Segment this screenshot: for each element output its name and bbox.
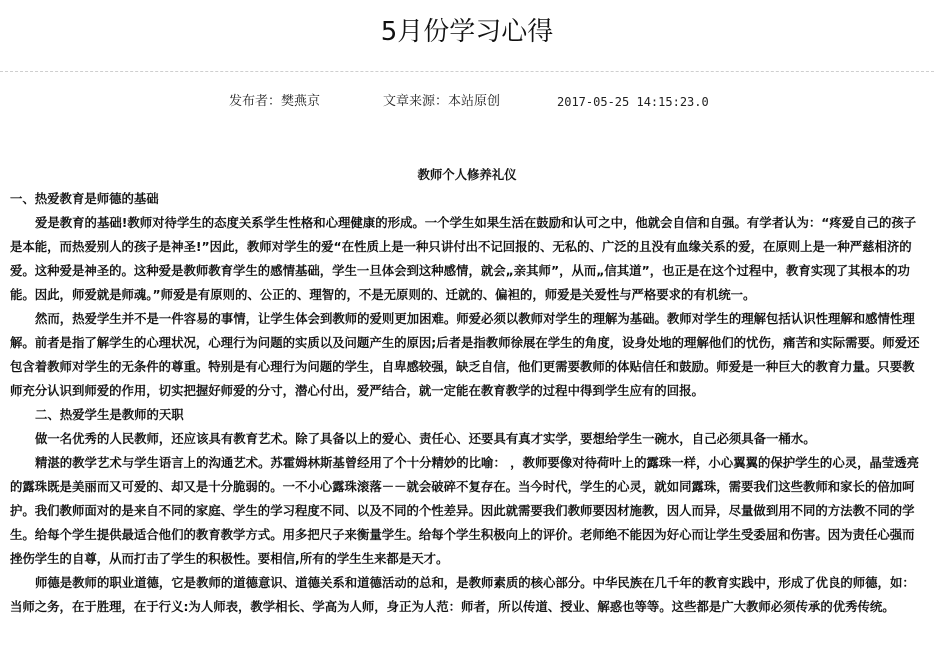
article-body	[10, 163, 924, 619]
paragraph-4: 精湛的教学艺术与学生语言上的沟通艺术。苏霍姆林斯基曾经用了个十分精妙的比喻： ，教师要像对待荷叶上的露珠一样，小心翼翼的保护学生的心灵，晶莹透亮的露珠既是美丽而又可爱的、却又是十分脆弱的。一不小心露珠滚落－－就会破碎不复存在。当今时代，学生的心灵，就如同露珠，需要我们这些教师和家长的倍加呵护。我们教师面对的是来自不同的家庭、学生的学习程度不同、以及不同的个性差异。因此就需要我们教师要因材施教，因人而异，尽量做到用不同的方法教不同的学生。给每个学生提供最适合他们的教育教学方式。用多把尺子来衡量学生。给每个学生积极向上的评价。老师绝不能因为好心而让学生受委屈和伤害。因为责任心强而挫伤学生的自尊，从而打击了学生的积极性。要相信,所有的学生生来都是天才。	[10, 455, 920, 566]
title-divider	[0, 71, 934, 72]
article-title: 5月份学习心得	[380, 17, 554, 47]
paragraph-1: 爱是教育的基础!教师对待学生的态度关系学生性格和心理健康的形成。一个学生如果生活在鼓励和认可之中，他就会自信和自强。有学者认为：“疼爱自己的孩子是本能，而热爱别人的孩子是神圣!”因此，教师对学生的爱“在性质上是一种只讲付出不记回报的、无私的、广泛的且没有血缘关系的爱，在原则上是一种严慈相济的爱。这种爱是神圣的。这种爱是教师教育学生的感情基础，学生一旦体会到这种感情，就会„亲其师”，从而„信其道”，也正是在这个过程中，教育实现了其根本的功能。因此，师爱就是师魂。”师爱是有原则的、公正的、理智的，不是无原则的、迁就的、偏袒的，师爱是关爱性与严格要求的有机统一。	[10, 215, 917, 302]
section-heading-2: 二、热爱学生是教师的天职	[35, 407, 184, 422]
body-heading: 教师个人修养礼仪	[417, 167, 517, 182]
paragraph-5: 师德是教师的职业道德，它是教师的道德意识、道德关系和道德活动的总和，是教师素质的核心部分。中华民族在几千年的教育实践中，形成了优良的师德，如：当师之务，在于胜理，在于行义:为人师表，教学相长、学高为人师，身正为人范：师者，所以传道、授业、解惑也等等。这些都是广大教师必须传承的优秀传统。	[10, 575, 915, 614]
paragraph-2: 然而，热爱学生并不是一件容易的事情，让学生体会到教师的爱则更加困难。师爱必须以教师对学生的理解为基础。教师对学生的理解包括认识性理解和感情性理解。前者是指了解学生的心理状况，心理行为问题的实质以及问题产生的原因;后者是指教师徐展在学生的角度，设身处地的理解他们的忧伤，痛苦和实际需要。师爱还包含着教师对学生的无条件的尊重。特别是有心理行为问题的学生，自卑感较强，缺乏自信，他们更需要教师的体贴信任和鼓励。师爱是一种巨大的教育力量。只要教师充分认识到师爱的作用，切实把握好师爱的分寸，潜心付出，爱严结合，就一定能在教育教学的过程中得到学生应有的回报。	[10, 311, 920, 398]
source-label: 文章来源：本站原创	[383, 94, 501, 109]
paragraph-3: 做一名优秀的人民教师，还应该具有教育艺术。除了具备以上的爱心、责任心、还要具有真才实学，要想给学生一碗水，自己必须具备一桶水。	[35, 431, 816, 446]
author-label: 发布者：樊燕京	[229, 94, 321, 109]
publish-time: 2017-05-25 14:15:23.0	[557, 95, 709, 109]
section-heading-1: 一、热爱教育是师德的基础	[10, 191, 159, 206]
article-meta	[0, 93, 934, 111]
